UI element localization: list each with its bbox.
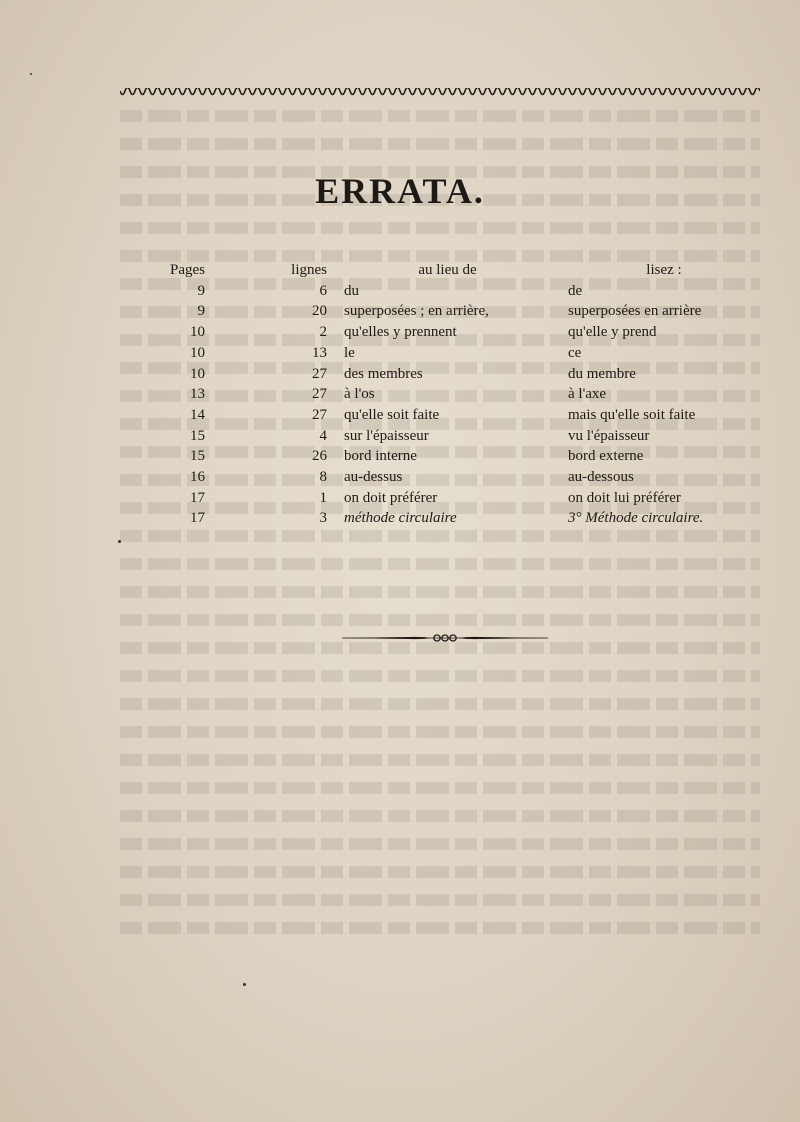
table-row — [150, 281, 760, 302]
correct-text: ce — [568, 344, 582, 361]
page-title: ERRATA. — [315, 171, 485, 211]
incorrect-text: superposées ; en arrière, — [344, 303, 489, 320]
page-number: 17 — [190, 510, 205, 527]
line-number: 20 — [312, 303, 327, 320]
table-row — [150, 322, 760, 343]
incorrect-text: du — [344, 282, 359, 299]
line-number: 27 — [312, 365, 327, 382]
ink-speck — [30, 73, 32, 75]
ornamental-divider — [340, 632, 550, 644]
table-row — [150, 405, 760, 426]
line-number: 8 — [319, 469, 327, 486]
correct-text: superposées en arrière — [568, 303, 702, 320]
incorrect-text: on doit préférer — [344, 489, 438, 506]
ink-speck — [118, 540, 121, 543]
incorrect-text — [327, 508, 568, 529]
line-number: 13 — [312, 344, 327, 361]
incorrect-text: à l'os — [344, 386, 375, 403]
line-number: 3 — [319, 510, 327, 527]
incorrect-text: des membres — [344, 365, 423, 382]
table-row — [150, 384, 760, 405]
page-number: 10 — [190, 324, 205, 341]
correct-text: vu l'épaisseur — [568, 427, 650, 444]
line-number: 6 — [319, 282, 327, 299]
line-number: 1 — [319, 489, 327, 506]
correct-text — [568, 508, 760, 529]
correct-text: on doit lui préférer — [568, 489, 681, 506]
reverse-page-show-through — [120, 110, 760, 970]
line-number: 27 — [312, 406, 327, 423]
incorrect-text: qu'elles y prennent — [344, 324, 457, 341]
incorrect-text: le — [344, 344, 355, 361]
line-number: 2 — [319, 324, 327, 341]
table-header-row — [150, 260, 760, 281]
table-row — [150, 426, 760, 447]
correct-text: qu'elle y prend — [568, 324, 657, 341]
line-number: 26 — [312, 448, 327, 465]
correct-text: mais qu'elle soit faite — [568, 406, 696, 423]
table-row — [150, 467, 760, 488]
table-row — [150, 488, 760, 509]
ink-speck — [243, 983, 246, 986]
line-number: 4 — [319, 427, 327, 444]
top-ornamental-rule — [120, 88, 760, 100]
page-number: 9 — [197, 282, 205, 299]
table-row — [150, 343, 760, 364]
italic-text: 3° Méthode circulaire. — [568, 510, 704, 527]
incorrect-text: bord interne — [344, 448, 417, 465]
page-number: 10 — [190, 365, 205, 382]
page-number: 14 — [190, 406, 205, 423]
page-number: 17 — [190, 489, 205, 506]
header-instead-of: au lieu de — [418, 262, 477, 278]
italic-text: méthode circulaire — [344, 510, 457, 527]
page-number: 9 — [197, 303, 205, 320]
table-row — [150, 301, 760, 322]
errata-table — [150, 260, 760, 529]
table-row — [150, 364, 760, 385]
header-read: lisez : — [646, 262, 682, 278]
page-number: 13 — [190, 386, 205, 403]
correct-text: au-dessous — [568, 469, 634, 486]
correct-text: de — [568, 282, 583, 299]
page-number: 15 — [190, 427, 205, 444]
table-row — [150, 446, 760, 467]
correct-text: bord externe — [568, 448, 644, 465]
correct-text: à l'axe — [568, 386, 607, 403]
header-pages: Pages — [170, 262, 205, 278]
table-row — [150, 508, 760, 529]
incorrect-text: au-dessus — [344, 469, 403, 486]
correct-text: du membre — [568, 365, 636, 382]
incorrect-text: sur l'épaisseur — [344, 427, 429, 444]
page-number: 16 — [190, 469, 205, 486]
page-number: 10 — [190, 344, 205, 361]
line-number: 27 — [312, 386, 327, 403]
incorrect-text: qu'elle soit faite — [344, 406, 440, 423]
page-number: 15 — [190, 448, 205, 465]
header-lines: lignes — [291, 262, 327, 278]
